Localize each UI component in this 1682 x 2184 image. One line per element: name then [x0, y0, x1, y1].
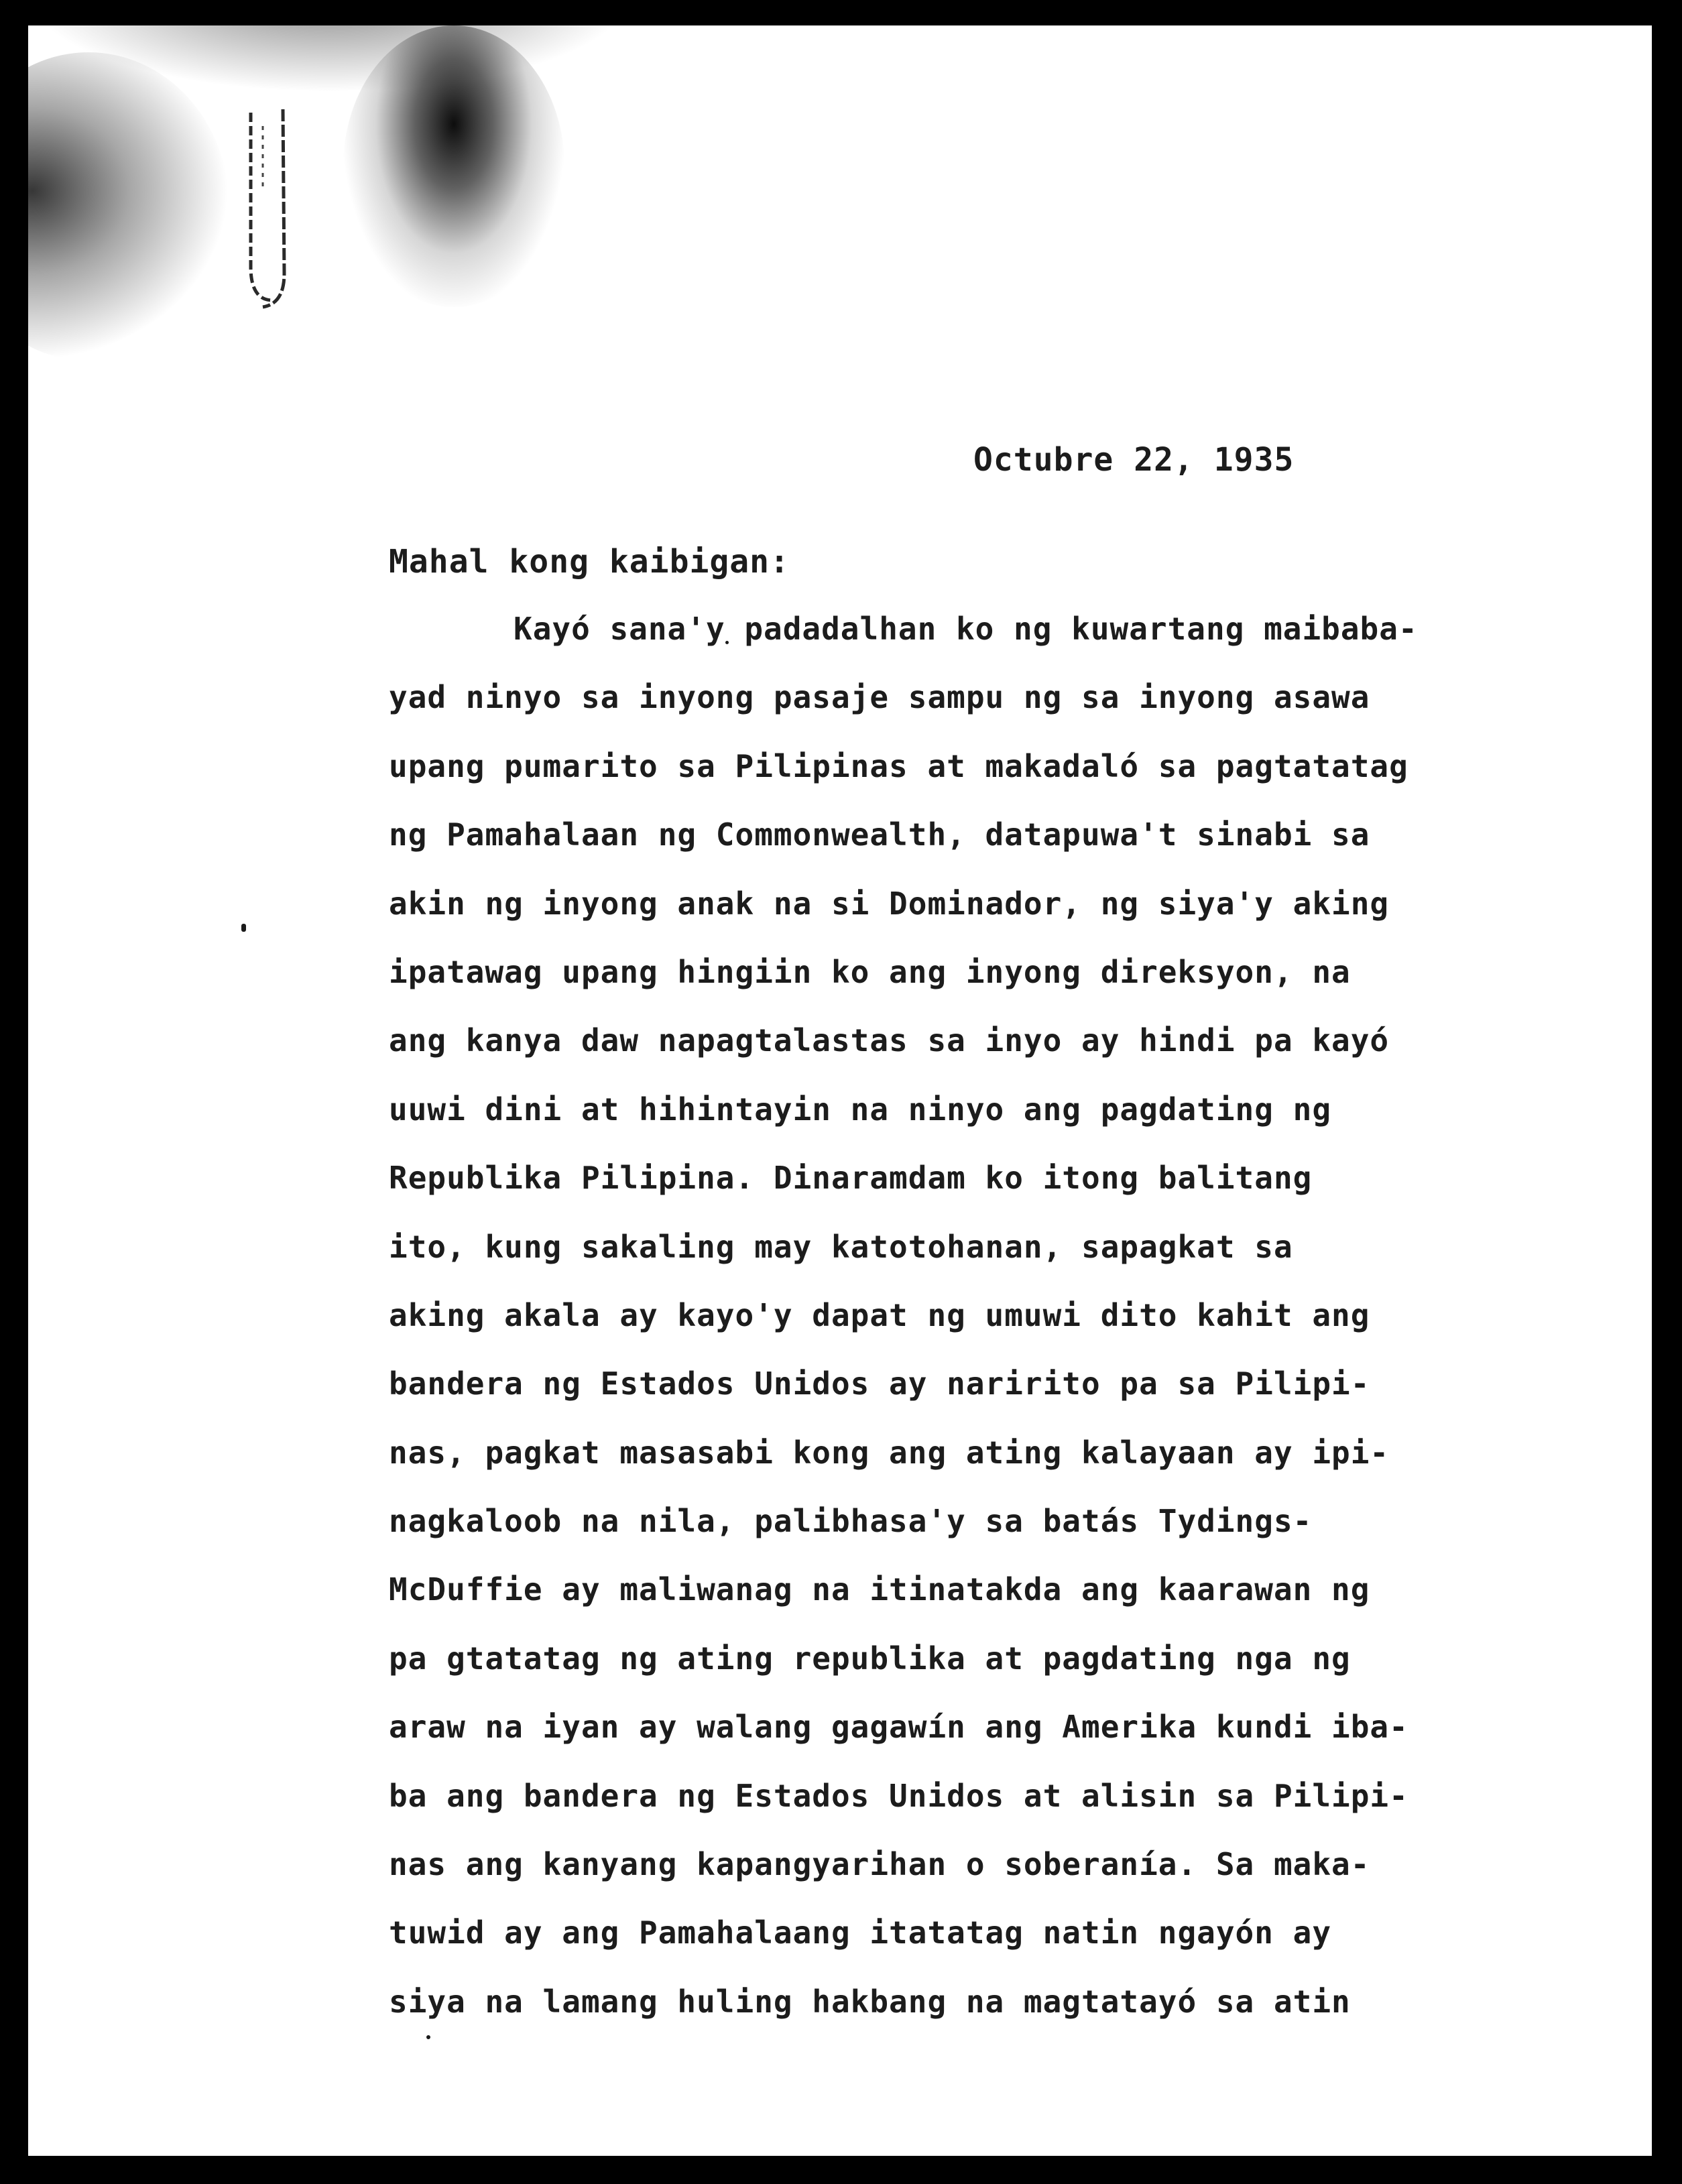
body-line: Kayó sana'y padadalhan ko ng kuwartang maibaba- — [514, 611, 1418, 647]
body-line: bandera ng Estados Unidos ay naririto pa sa Pilipi- — [389, 1366, 1370, 1402]
body-line: yad ninyo sa inyong pasaje sampu ng sa inyong asawa — [389, 679, 1370, 716]
scan-smudge — [28, 25, 632, 93]
body-line: McDuffie ay maliwanag na itinatakda ang kaarawan ng — [389, 1571, 1370, 1608]
body-line: tuwid ay ang Pamahalaang itatatag natin ngayón ay — [389, 1915, 1332, 1951]
body-line: ng Pamahalaan ng Commonwealth, datapuwa't sinabi sa — [389, 816, 1370, 853]
body-line: aking akala ay kayo'y dapat ng umuwi dito kahit ang — [389, 1296, 1370, 1333]
letter-date: Octubre 22, 1935 — [973, 441, 1295, 479]
stray-mark — [241, 924, 246, 932]
letter-body — [389, 609, 1418, 2050]
letter-page — [28, 25, 1652, 2156]
body-line: uuwi dini at hihintayin na ninyo ang pagdating ng — [389, 1091, 1332, 1128]
ink-blot — [343, 25, 564, 307]
scan-smudge — [28, 52, 229, 361]
body-line: nagkaloob na nila, palibhasa'y sa batás Tydings- — [389, 1503, 1313, 1540]
body-line: pa gtatatag ng ating republika at pagdating nga ng — [389, 1640, 1351, 1677]
body-line: nas ang kanyang kapangyarihan o soberanía. Sa maka- — [389, 1846, 1370, 1883]
binder-clip-mark — [243, 106, 310, 320]
body-line: ang kanya daw napagtalastas sa inyo ay hindi pa kayó — [389, 1022, 1390, 1059]
body-line: siya na lamang huling hakbang na magtatayó sa atin — [389, 1983, 1351, 2020]
body-line: upang pumarito sa Pilipinas at makadaló sa pagtatatag — [389, 747, 1408, 784]
body-line: ipatawag upang hingiin ko ang inyong direksyon, na — [389, 953, 1351, 990]
body-line: araw na iyan ay walang gagawín ang Amerika kundi iba- — [389, 1709, 1408, 1746]
body-line: nas, pagkat masasabi kong ang ating kalayaan ay ipi- — [389, 1434, 1390, 1471]
letter-salutation: Mahal kong kaibigan: — [389, 543, 790, 581]
body-line: ba ang bandera ng Estados Unidos at alisin sa Pilipi- — [389, 1777, 1408, 1814]
body-line: Republika Pilipina. Dinaramdam ko itong balitang — [389, 1160, 1313, 1197]
body-line: akin ng inyong anak na si Dominador, ng siya'y aking — [389, 885, 1390, 922]
body-line: ito, kung sakaling may katotohanan, sapagkat sa — [389, 1228, 1293, 1265]
